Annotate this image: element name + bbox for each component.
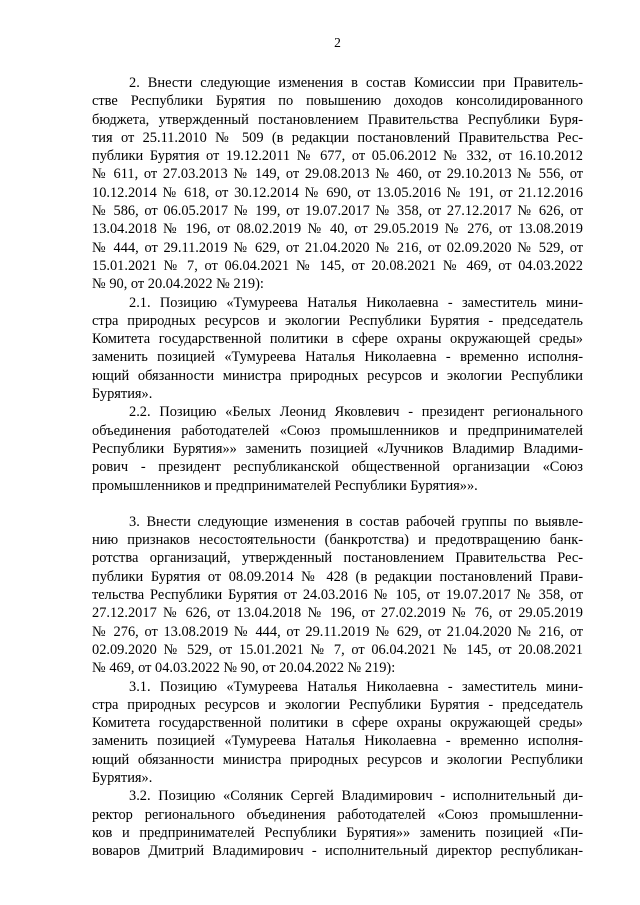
text-line: Комитета государственной политики в сфере охраны окружающей среды» — [92, 331, 583, 348]
text-line: 2. Внести следующие изменения в состав Комиссии при Правитель- — [129, 75, 583, 91]
text-line: бюджета, утвержденный постановлением Правительства Республики Буря- — [92, 111, 583, 128]
text-line: заменить позицией «Тумуреева Наталья Николаевна - временно исполня- — [92, 733, 583, 750]
text-line: 3. Внести следующие изменения в состав рабочей группы по выявле- — [129, 513, 583, 530]
text-line: объединения работодателей «Союз промышленников и предпринимателей — [92, 422, 583, 439]
text-line: публики Бурятия от 08.09.2014 № 428 (в редакции постановлений Прави- — [92, 568, 583, 585]
text-line: ротства организаций, утвержденный постановлением Правительства Рес- — [92, 550, 583, 567]
text-line: промышленников и предпринимателей Республики Бурятия»». — [92, 477, 478, 494]
text-line: ков и предпринимателей Республики Бурятия»» заменить позицией «Пи- — [92, 824, 583, 841]
text-line: стве Республики Бурятия по повышению доходов консолидированного — [92, 93, 583, 110]
section-2-paragraph — [92, 74, 583, 294]
text-line: 3.2. Позицию «Соляник Сергей Владимирович - исполнительный ди- — [129, 788, 583, 805]
text-line: ющий обязанности министра природных ресурсов и экологии Республики — [92, 751, 583, 768]
document-body — [92, 74, 583, 860]
text-line: № 90, от 20.04.2022 № 219): — [92, 276, 264, 293]
text-line: № 586, от 06.05.2017 № 199, от 19.07.2017 № 358, от 27.12.2017 № 626, от — [92, 203, 583, 220]
text-line: Бурятия». — [92, 769, 153, 786]
text-line: 10.12.2014 № 618, от 30.12.2014 № 690, от 13.05.2016 № 191, от 21.12.2016 — [92, 184, 583, 201]
text-line: рович - президент республиканской общественной организации «Союз — [92, 459, 583, 476]
text-line: № 469, от 04.03.2022 № 90, от 20.04.2022 № 219): — [92, 660, 396, 677]
text-line: Республики Бурятия»» заменить позицией «Лучников Владимир Владими- — [92, 440, 583, 457]
text-line: 3.1. Позицию «Тумуреева Наталья Николаевна - заместитель мини- — [129, 678, 583, 695]
text-line: тия от 25.11.2010 № 509 (в редакции постановлений Правительства Рес- — [92, 129, 583, 146]
text-line: Бурятия». — [92, 386, 153, 403]
text-line: публики Бурятия от 19.12.2011 № 677, от 05.06.2012 № 332, от 16.10.2012 — [92, 148, 583, 165]
item-2-1-paragraph — [92, 294, 583, 404]
text-line: ректор регионального объединения работодателей «Союз промышленни- — [92, 806, 583, 823]
document-page — [92, 34, 583, 860]
item-2-2-paragraph — [92, 403, 583, 494]
text-line: заменить позицией «Тумуреева Наталья Николаевна - временно исполня- — [92, 349, 583, 366]
text-line: № 611, от 27.03.2013 № 149, от 29.08.2013 № 460, от 29.10.2013 № 556, от — [92, 166, 583, 183]
text-line: тельства Республики Бурятия от 24.03.2016 № 105, от 19.07.2017 № 358, от — [92, 587, 583, 604]
text-line: № 276, от 13.08.2019 № 444, от 29.11.2019 № 629, от 21.04.2020 № 216, от — [92, 623, 583, 640]
paragraph-gap — [92, 495, 583, 513]
text-line: стра природных ресурсов и экологии Республики Бурятия - председатель — [92, 696, 583, 713]
text-line: воваров Дмитрий Владимирович - исполнительный директор республикан- — [92, 843, 583, 860]
text-line: № 444, от 29.11.2019 № 629, от 21.04.2020 № 216, от 02.09.2020 № 529, от — [92, 239, 583, 256]
text-line: 2.1. Позицию «Тумуреева Наталья Николаевна - заместитель мини- — [129, 294, 583, 311]
text-line: Комитета государственной политики в сфере охраны окружающей среды» — [92, 715, 583, 732]
text-line: стра природных ресурсов и экологии Республики Бурятия - председатель — [92, 312, 583, 329]
text-line: нию признаков несостоятельности (банкротства) и предотвращению банк- — [92, 532, 583, 549]
text-line: 02.09.2020 № 529, от 15.01.2021 № 7, от 06.04.2021 № 145, от 20.08.2021 — [92, 641, 583, 658]
page-number: 2 — [334, 35, 341, 50]
item-3-1-paragraph — [92, 678, 583, 788]
text-line: 2.2. Позицию «Белых Леонид Яковлевич - президент регионального — [129, 404, 583, 421]
text-line: 13.04.2018 № 196, от 08.02.2019 № 40, от 29.05.2019 № 276, от 13.08.2019 — [92, 221, 583, 238]
text-line: 15.01.2021 № 7, от 06.04.2021 № 145, от 20.08.2021 № 469, от 04.03.2022 — [92, 257, 583, 274]
section-3-paragraph — [92, 513, 583, 678]
item-3-2-paragraph — [92, 787, 583, 860]
text-line: 27.12.2017 № 626, от 13.04.2018 № 196, от 27.02.2019 № 76, от 29.05.2019 — [92, 605, 583, 622]
text-line: ющий обязанности министра природных ресурсов и экологии Республики — [92, 367, 583, 384]
